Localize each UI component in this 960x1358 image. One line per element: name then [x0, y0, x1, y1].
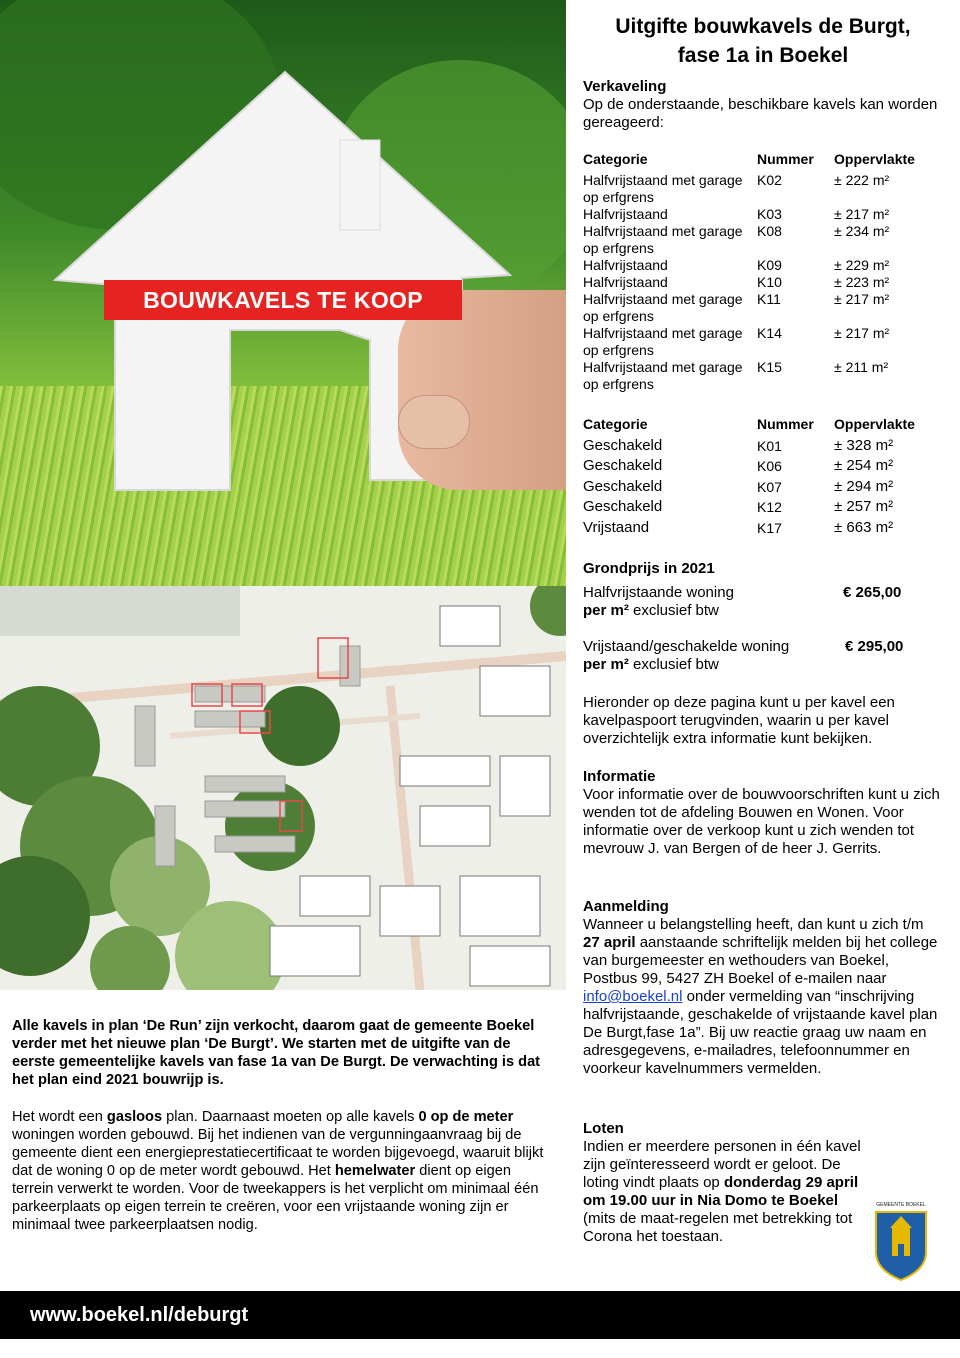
- grondprijs-item2-price: € 295,00: [845, 638, 904, 655]
- kavelpaspoort-text: Hieronder op deze pagina kunt u per kavel een kavelpaspoort terugvinden, waarin u per kavel overzichtelijk extra informatie kunt bekijken.: [583, 694, 895, 747]
- cell-oppervlakte: ± 222 m²: [834, 172, 890, 188]
- exclusief-btw: exclusief btw: [628, 602, 719, 619]
- grondprijs-section: [583, 560, 943, 674]
- gemeente-boekel-crest: [868, 1196, 934, 1286]
- grondprijs-item1-price: € 265,00: [843, 584, 902, 601]
- loten-text: Indien er meerdere personen in één kavel zijn geïnteresseerd wordt er geloot. De loting vindt plaats op donderdag 29 april om 19.00 uur in Nia Domo te Boekel (mits de maat-regelen met betrekking tot Corona het toestaan.: [583, 1138, 861, 1245]
- cell-nummer: K17: [757, 519, 782, 536]
- per-m2: per m²: [583, 602, 629, 619]
- cell-categorie: Halfvrijstaand met garage op erfgrens: [583, 223, 743, 256]
- verkaveling-text: Op de onderstaande, beschikbare kavels kan worden gereageerd:: [583, 96, 938, 131]
- cell-nummer: K15: [757, 359, 782, 375]
- cell-nummer: K01: [757, 438, 782, 454]
- aanmelding-section: [583, 898, 943, 1078]
- cell-oppervlakte: ± 254 m²: [834, 457, 894, 475]
- grondprijs-item2-label: Vrijstaand/geschakelde woning: [583, 638, 790, 655]
- email-link[interactable]: info@boekel.nl: [583, 988, 683, 1005]
- cell-nummer: K02: [757, 172, 782, 188]
- cell-categorie: Halfvrijstaand: [583, 257, 668, 273]
- cell-nummer: K06: [757, 458, 782, 475]
- cell-nummer: K10: [757, 274, 782, 290]
- kavels-table-geschakeld: [583, 416, 944, 538]
- exclusief-btw: exclusief btw: [628, 656, 719, 673]
- cell-categorie: Halfvrijstaand met garage op erfgrens: [583, 325, 743, 358]
- cell-oppervlakte: ± 217 m²: [834, 291, 890, 307]
- table-row: [583, 518, 944, 538]
- crest-label: GEMEENTE BOEKEL: [876, 1202, 926, 1208]
- per-m2: per m²: [583, 656, 629, 673]
- cell-categorie: Geschakeld: [583, 437, 663, 454]
- cell-nummer: K12: [757, 499, 782, 516]
- table-header-row: [583, 151, 944, 172]
- loten-section: [583, 1120, 863, 1246]
- intro-bold-text: Alle kavels in plan ‘De Run’ zijn verkocht, daarom gaat de gemeente Boekel verder met het nieuwe plan ‘De Burgt’. We starten met de uitgifte van de eerste gemeentelijke kavels van fase 1a van De Burgt. De verwachting is dat het plan eind 2021 bouwrijp is.: [12, 1018, 541, 1088]
- cell-oppervlakte: ± 257 m²: [834, 498, 894, 516]
- cell-oppervlakte: ± 234 m²: [834, 223, 890, 239]
- cell-categorie: Geschakeld: [583, 477, 663, 495]
- cell-categorie: Halfvrijstaand met garage op erfgrens: [583, 291, 743, 324]
- cell-oppervlakte: ± 217 m²: [834, 325, 890, 341]
- table-row: [583, 257, 944, 274]
- table-row: [583, 325, 944, 359]
- cell-categorie: Halfvrijstaand: [583, 206, 668, 222]
- table-row: [583, 172, 944, 206]
- table-row: [583, 291, 944, 325]
- kavels-table-halfvrijstaand: [583, 151, 944, 393]
- aanmelding-text: Wanneer u belangstelling heeft, dan kunt u zich t/m 27 april aanstaande schriftelijk melden bij het college van burgemeester en wethouders van Boekel, Postbus 99, 5427 ZH Boekel of e-mailen naar info@boekel.nl onder vermelding van “inschrijving halfvrijstaande, geschakelde of vrijstaande kavel plan De Burgt,fase 1a”. Bij uw reactie graag uw naam en adresgegevens, e-mailadres, telefoonnummer en voorkeur kavelnummers vermelden.: [583, 916, 938, 1077]
- table-row: [583, 223, 944, 257]
- header-nummer: Nummer: [757, 151, 814, 167]
- aanmelding-heading: Aanmelding: [583, 898, 669, 915]
- loten-heading: Loten: [583, 1120, 624, 1137]
- intro-paragraph: Het wordt een gasloos plan. Daarnaast moeten op alle kavels 0 op de meter woningen worden gebouwd. Bij het indienen van de vergunningaanvraag bij de gemeente dient een energieprestatiecertificaat te worden bijgevoegd, waaruit blijkt dat de woning 0 op de meter wordt gebouwd. Het hemelwater dient op eigen terrein verwerkt te worden. Voor de tweekappers is het verplicht om minimaal één parkeerplaats op eigen terrein te creëren, voor een vrijstaande woning zijn er minimaal twee parkeerplaatsen nodig.: [12, 1109, 544, 1233]
- cell-categorie: Geschakeld: [583, 457, 663, 475]
- header-nummer: Nummer: [757, 416, 814, 432]
- cell-categorie: Geschakeld: [583, 498, 663, 516]
- cell-nummer: K07: [757, 478, 782, 495]
- header-oppervlakte: Oppervlakte: [834, 151, 915, 167]
- cell-nummer: K08: [757, 223, 782, 239]
- banner-bouwkavels: BOUWKAVELS TE KOOP: [104, 280, 462, 320]
- cell-oppervlakte: ± 229 m²: [834, 257, 890, 273]
- verkaveling-heading: Verkaveling: [583, 78, 667, 95]
- table-row: [583, 497, 944, 517]
- site-plan-map: [0, 586, 566, 990]
- table-row: [583, 274, 944, 291]
- header-categorie: Categorie: [583, 151, 648, 167]
- footer-bar: [0, 1291, 960, 1339]
- table-row: [583, 456, 944, 476]
- cell-nummer: K11: [757, 291, 781, 307]
- header-oppervlakte: Oppervlakte: [834, 416, 915, 432]
- informatie-heading: Informatie: [583, 768, 656, 785]
- table-row: [583, 206, 944, 223]
- grondprijs-heading: Grondprijs in 2021: [583, 560, 715, 577]
- title-line2: fase 1a in Boekel: [677, 44, 849, 67]
- cell-oppervlakte: ± 328 m²: [834, 437, 894, 454]
- cell-categorie: Halfvrijstaand met garage op erfgrens: [583, 172, 743, 205]
- grondprijs-item1-label: Halfvrijstaande woning: [583, 584, 734, 601]
- header-categorie: Categorie: [583, 416, 648, 432]
- cell-categorie: Vrijstaand: [583, 518, 650, 536]
- cell-oppervlakte: ± 217 m²: [834, 206, 890, 222]
- verkaveling-section: [583, 78, 943, 132]
- cell-categorie: Halfvrijstaand met garage op erfgrens: [583, 359, 743, 392]
- cell-oppervlakte: ± 211 m²: [834, 359, 889, 375]
- page-title: [566, 12, 960, 70]
- cell-nummer: K14: [757, 325, 782, 341]
- table-row: [583, 436, 944, 456]
- hand-illustration: [398, 290, 566, 490]
- cell-oppervlakte: ± 223 m²: [834, 274, 890, 290]
- cell-nummer: K09: [757, 257, 782, 273]
- cell-oppervlakte: ± 663 m²: [834, 518, 894, 536]
- cell-oppervlakte: ± 294 m²: [834, 477, 894, 495]
- cell-categorie: Halfvrijstaand: [583, 274, 668, 290]
- informatie-text: Voor informatie over de bouwvoorschriften kunt u zich wenden tot de afdeling Bouwen en Wonen. Voor informatie over de verkoop kunt u zich wenden tot mevrouw J. van Bergen of de heer J. Gerrits.: [583, 786, 940, 857]
- table-row: [583, 477, 944, 497]
- cell-nummer: K03: [757, 206, 782, 222]
- footer-url-link[interactable]: www.boekel.nl/deburgt: [30, 1303, 249, 1326]
- table-row: [583, 359, 944, 393]
- table-header-row: [583, 416, 944, 436]
- informatie-section: [583, 768, 943, 858]
- title-line1: Uitgifte bouwkavels de Burgt,: [615, 15, 911, 38]
